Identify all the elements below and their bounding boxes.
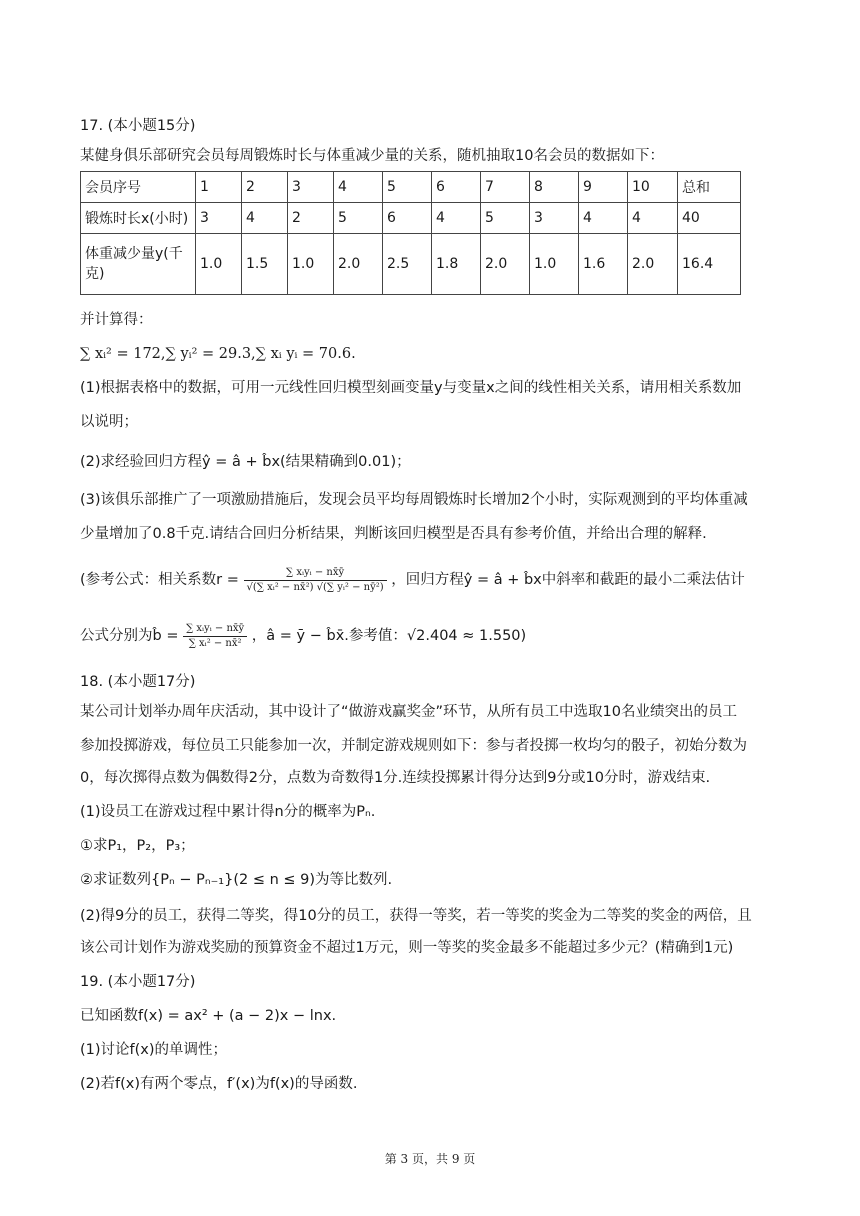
q19-heading: 19. (本小题17分) [80, 974, 196, 990]
table-row [81, 203, 741, 234]
table-cell: 2.0 [481, 234, 530, 295]
table-cell: 4 [579, 203, 628, 234]
table-cell: 1.0 [530, 234, 579, 295]
table-cell: 6 [432, 172, 481, 203]
correlation-fraction [244, 566, 387, 595]
table-cell: 2 [242, 172, 288, 203]
table-cell: 1.5 [242, 234, 288, 295]
q18-line3: 0，每次掷得点数为偶数得2分，点数为奇数得1分.连续投掷累计得分达到9分或10分时，游戏结束. [80, 770, 711, 786]
table-cell: 1.0 [288, 234, 334, 295]
table-cell: 2.0 [628, 234, 678, 295]
table-cell: 会员序号 [81, 172, 196, 203]
q17-heading: 17. (本小题15分) [80, 118, 196, 134]
table-cell: 1.6 [579, 234, 628, 295]
table-cell: 9 [579, 172, 628, 203]
q18-part2-line1: (2)得9分的员工，获得二等奖，得10分的员工，获得一等奖，若一等奖的奖金为二等奖的奖金的两倍，且 [80, 908, 752, 924]
table-cell: 10 [628, 172, 678, 203]
reference-formula-b [80, 616, 526, 656]
table-cell: 2.5 [383, 234, 432, 295]
table-cell: 1.8 [432, 234, 481, 295]
table-cell: 16.4 [678, 234, 741, 295]
q18-heading: 18. (本小题17分) [80, 674, 196, 690]
data-table [80, 171, 741, 295]
table-cell: 3 [288, 172, 334, 203]
q19-intro: 已知函数f(x) = ax² + (a − 2)x − lnx. [80, 1008, 337, 1024]
q17-intro: 某健身俱乐部研究会员每周锻炼时长与体重减少量的关系，随机抽取10名会员的数据如下： [80, 148, 664, 164]
table-cell: 总和 [678, 172, 741, 203]
table-cell: 2 [288, 203, 334, 234]
ref-b-tail: ，â = ȳ − b̂x̄.参考值：√2.404 ≈ 1.550) [251, 628, 527, 644]
table-cell: 4 [334, 172, 383, 203]
q18-part1b: ②求证数列{Pₙ − Pₙ₋₁}(2 ≤ n ≤ 9)为等比数列. [80, 872, 393, 888]
q17-part1-line1: (1)根据表格中的数据，可用一元线性回归模型刻画变量y与变量x之间的线性相关关系，请用相关系数加 [80, 380, 742, 396]
q18-line1: 某公司计划举办周年庆活动，其中设计了“做游戏赢奖金”环节，从所有员工中选取10名业绩突出的员工 [80, 704, 737, 720]
table-cell: 6 [383, 203, 432, 234]
slope-fraction [183, 622, 247, 651]
table-cell: 体重减少量y(千克) [81, 234, 196, 295]
fraction-denominator: ∑ xᵢ² − nx̄² [188, 637, 242, 649]
table-cell: 3 [196, 203, 242, 234]
table-cell: 1.0 [196, 234, 242, 295]
table-row [81, 234, 741, 295]
q18-line2: 参加投掷游戏，每位员工只能参加一次，并制定游戏规则如下：参与者投掷一枚均匀的骰子，初始分数为 [80, 738, 747, 754]
q18-part2-line2: 该公司计划作为游戏奖励的预算资金不超过1万元，则一等奖的奖金最多不能超过多少元？(精确到1元) [80, 940, 734, 956]
table-cell: 2.0 [334, 234, 383, 295]
table-cell: 1 [196, 172, 242, 203]
ref-a-tail: ，回归方程ŷ = â + b̂x中斜率和截距的最小二乘法估计 [391, 572, 745, 588]
table-row [81, 172, 741, 203]
table-cell: 5 [481, 203, 530, 234]
ref-a-label: (参考公式：相关系数r = [80, 572, 239, 588]
q17-part3-line2: 少量增加了0.8千克.请结合回归分析结果，判断该回归模型是否具有参考价值，并给出合理的解释. [80, 526, 707, 542]
q18-part1a: ①求P₁，P₂，P₃； [80, 838, 195, 854]
fraction-numerator: ∑ xᵢyᵢ − nx̄ȳ [244, 566, 387, 581]
calc-label: 并计算得： [80, 312, 153, 328]
table-cell: 40 [678, 203, 741, 234]
page-footer: 第 3 页，共 9 页 [384, 1152, 476, 1166]
q18-part1: (1)设员工在游戏过程中累计得n分的概率为Pₙ. [80, 804, 376, 820]
q17-part1-line2: 以说明； [80, 414, 138, 430]
table-cell: 7 [481, 172, 530, 203]
q17-part2: (2)求经验回归方程ŷ = â + b̂x(结果精确到0.01)； [80, 454, 411, 470]
reference-formula-a [80, 560, 745, 600]
q19-part2: (2)若f(x)有两个零点，f′(x)为f(x)的导函数. [80, 1076, 358, 1092]
fraction-numerator: ∑ xᵢyᵢ − nx̄ȳ [183, 622, 247, 637]
table-cell: 5 [334, 203, 383, 234]
table-cell: 锻炼时长x(小时) [81, 203, 196, 234]
table-cell: 5 [383, 172, 432, 203]
table-cell: 4 [242, 203, 288, 234]
q19-part1: (1)讨论f(x)的单调性； [80, 1042, 228, 1058]
table-cell: 4 [432, 203, 481, 234]
table-cell: 4 [628, 203, 678, 234]
fraction-denominator: √(∑ xᵢ² − nx̄²) √(∑ yᵢ² − nȳ²) [246, 581, 384, 593]
sums-formula: ∑ xᵢ² = 172,∑ yᵢ² = 29.3,∑ xᵢ yᵢ = 70.6. [80, 346, 356, 362]
table-cell: 3 [530, 203, 579, 234]
table-cell: 8 [530, 172, 579, 203]
q17-part3-line1: (3)该俱乐部推广了一项激励措施后，发现会员平均每周锻炼时长增加2个小时，实际观测到的平均体重减 [80, 492, 748, 508]
ref-b-label: 公式分别为b̂ = [80, 628, 179, 644]
